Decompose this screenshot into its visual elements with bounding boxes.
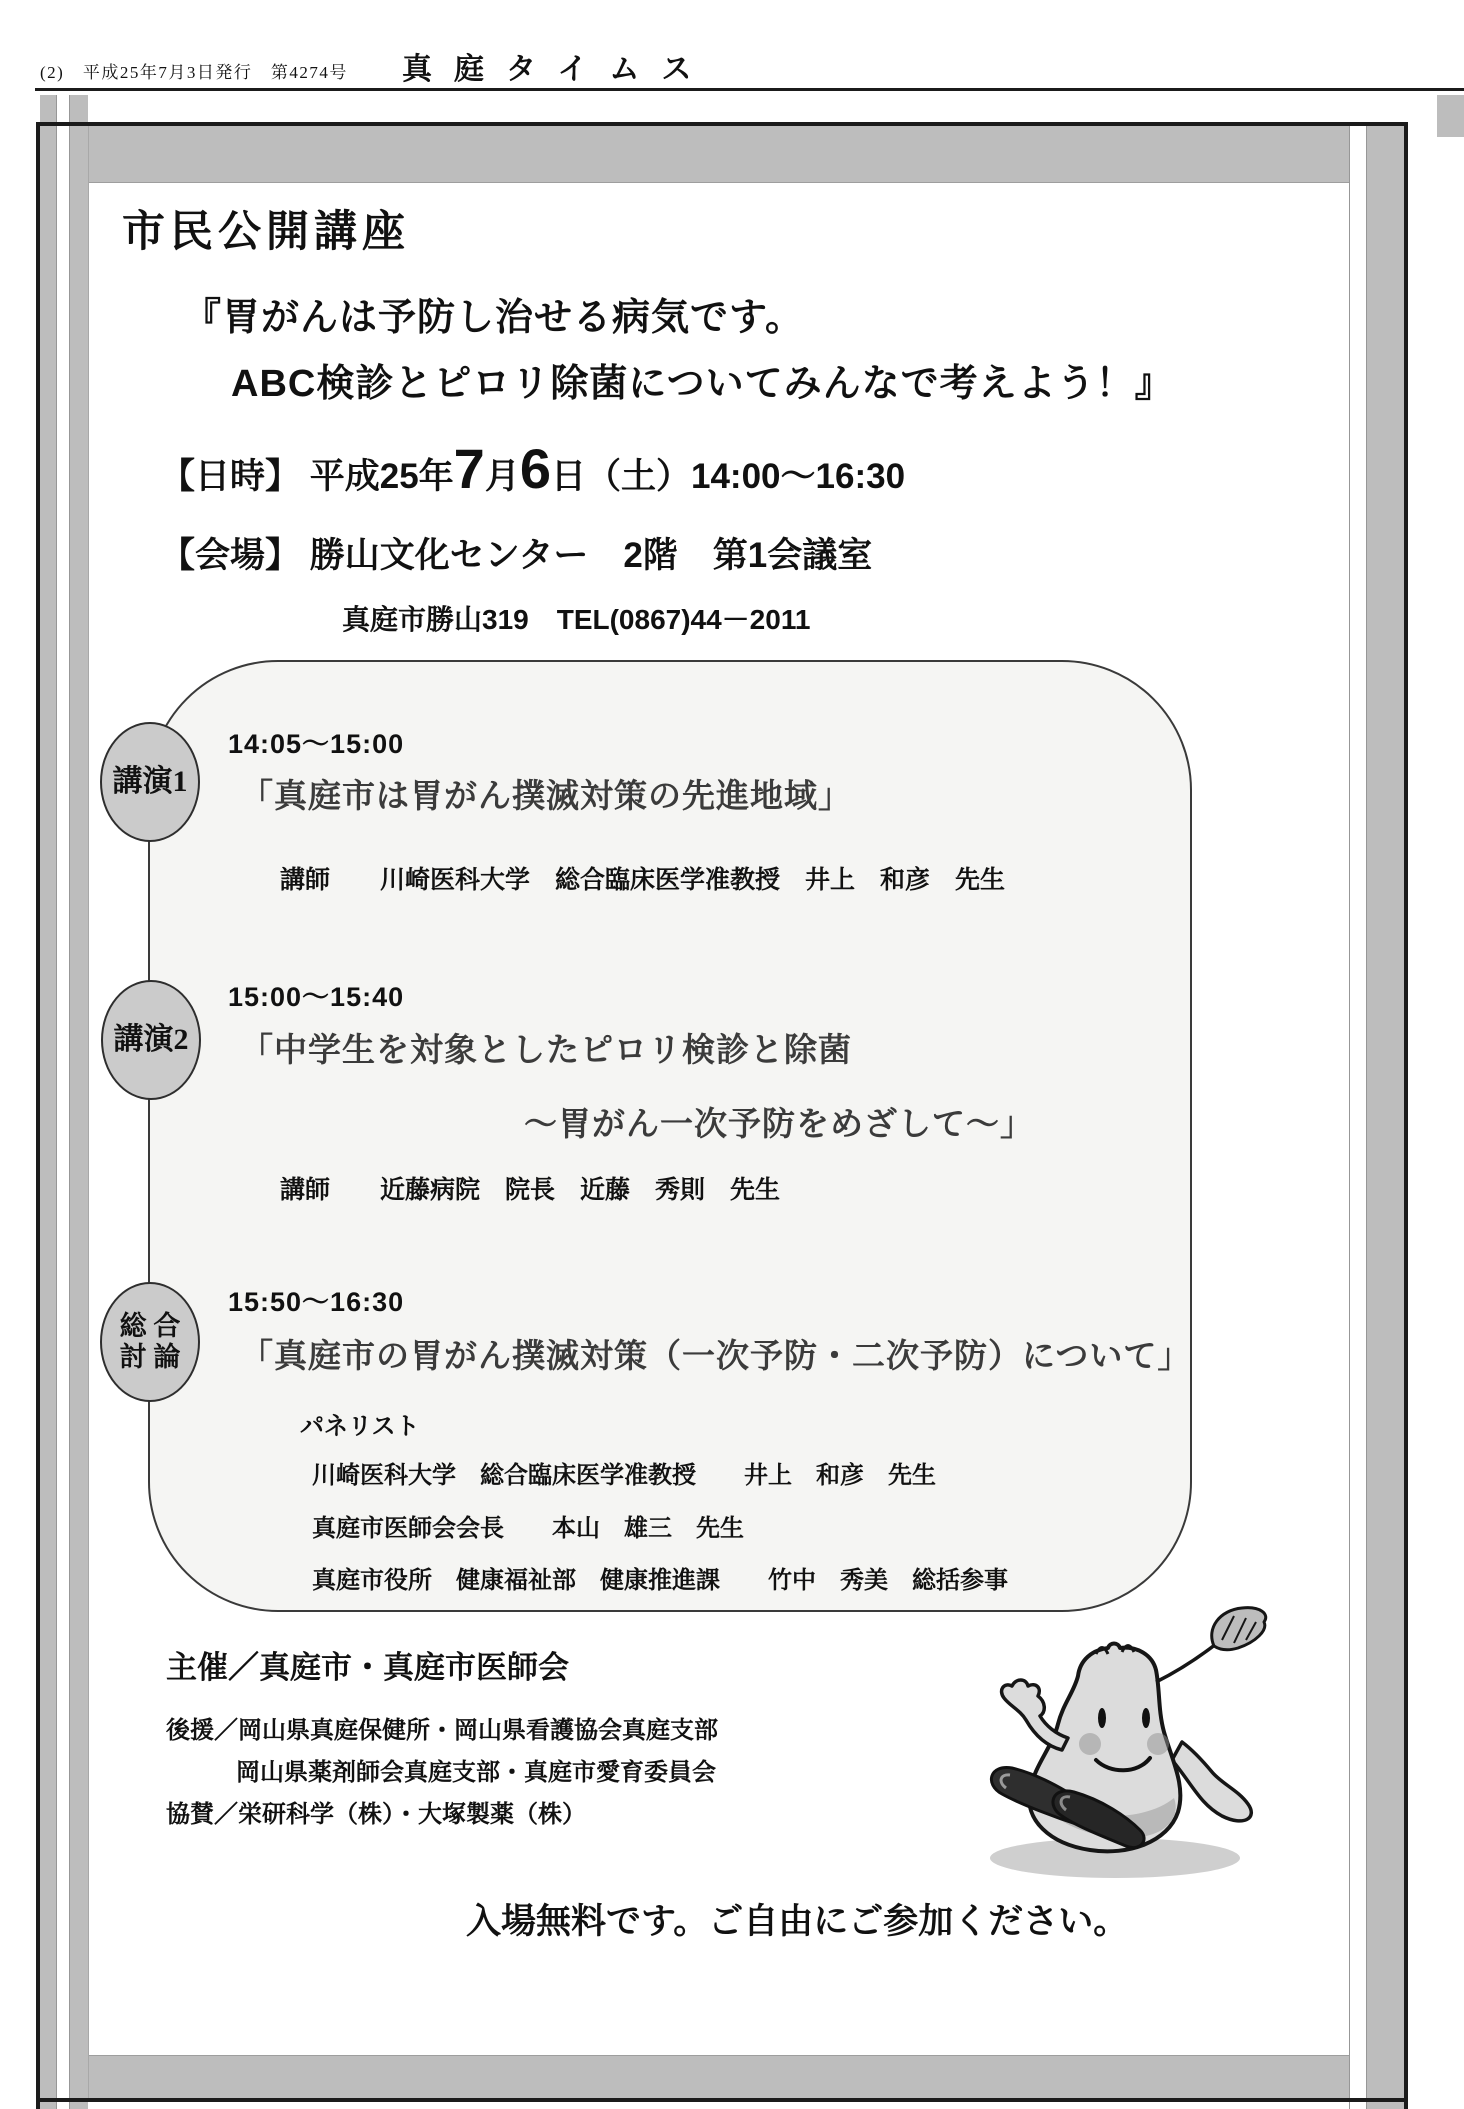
headline-line1: 『胃がんは予防し治せる病気です。 <box>183 297 804 339</box>
frame-border-bottom <box>36 2098 1408 2102</box>
support-line-1: 後援／岡山県真庭保健所・岡山県看護協会真庭支部 <box>166 1717 718 1744</box>
badge-lecture-1-label: 講演1 <box>112 764 188 798</box>
frame-edge-line <box>88 126 89 2099</box>
badge-discussion-label-1: 総 合 <box>119 1310 181 1341</box>
mascot-illustration <box>950 1598 1280 1898</box>
badge-discussion-label-2: 討 論 <box>119 1342 181 1372</box>
venue-address: 真庭市勝山319 TEL(0867)44－2011 <box>342 604 811 635</box>
frame-strip-left <box>56 95 70 2109</box>
free-entry-notice: 入場無料です。ご自由にご参加ください。 <box>466 1902 1129 1941</box>
masthead-title: 真庭タイムス <box>402 53 714 86</box>
frame-border-right <box>1404 122 1408 2109</box>
mascot-icon <box>950 1598 1280 1898</box>
organizer-line: 主催／真庭市・真庭市医師会 <box>166 1650 569 1685</box>
sponsor-line: 協賛／栄研科学（株）・大塚製薬（株） <box>166 1801 586 1828</box>
headline-line2: ABC検診とピロリ除菌についてみんなで考えよう！』 <box>231 363 1174 405</box>
badge-lecture-2-label: 講演2 <box>113 1022 189 1056</box>
venue-text: 勝山文化センター 2階 第1会議室 <box>300 536 873 575</box>
frame-corner-gray <box>1437 95 1464 137</box>
frame-border-top <box>36 122 1408 126</box>
datetime-month-unit: 月 <box>484 457 520 496</box>
venue-label: 【会場】 <box>160 536 301 575</box>
lecture-2-title-line2: 〜胃がん一次予防をめざして〜」 <box>524 1105 1034 1142</box>
datetime-day: 6 <box>519 437 551 500</box>
datetime-era: 平成25年 <box>300 457 454 496</box>
panelist-row: 川崎医科大学 総合臨床医学准教授 井上 和彦 先生 <box>312 1462 936 1489</box>
frame-bar-right <box>1366 126 1404 2109</box>
badge-discussion <box>100 1282 200 1402</box>
lecture-1-time: 14:05〜15:00 <box>228 729 405 759</box>
panelist-row: 真庭市医師会会長 本山 雄三 先生 <box>312 1515 744 1542</box>
frame-strip-right <box>1349 126 1367 2109</box>
badge-lecture-1 <box>100 722 200 842</box>
frame-band-bottom <box>40 2055 1404 2099</box>
frame-border-left <box>36 122 40 2109</box>
section-title: 市民公開講座 <box>122 209 410 256</box>
venue-line <box>160 528 872 578</box>
lecture-2-title-line1: 「中学生を対象としたピロリ検診と除菌 <box>240 1031 852 1068</box>
lecture-2-speaker: 講師 近藤病院 院長 近藤 秀則 先生 <box>280 1176 781 1204</box>
lecture-2-time: 15:00〜15:40 <box>228 982 405 1012</box>
issue-info: (2) 平成25年7月3日発行 第4274号 <box>40 63 348 82</box>
panelist-row: 真庭市役所 健康福祉部 健康推進課 竹中 秀美 総括参事 <box>312 1567 1008 1594</box>
datetime-rest: 日（土）14:00〜16:30 <box>551 457 906 496</box>
frame-band-top <box>40 126 1404 183</box>
datetime-label: 【日時】 <box>160 457 301 496</box>
panelist-heading: パネリスト <box>300 1413 420 1440</box>
lecture-1-speaker: 講師 川崎医科大学 総合臨床医学准教授 井上 和彦 先生 <box>280 866 1006 894</box>
badge-lecture-2 <box>101 980 201 1100</box>
datetime-month: 7 <box>453 437 485 500</box>
discussion-time: 15:50〜16:30 <box>228 1287 405 1317</box>
lecture-1-title: 「真庭市は胃がん撲滅対策の先進地域」 <box>240 777 852 814</box>
support-line-2: 岡山県薬剤師会真庭支部・真庭市愛育委員会 <box>236 1759 716 1786</box>
discussion-title: 「真庭市の胃がん撲滅対策（一次予防・二次予防）について」 <box>240 1337 1192 1374</box>
datetime-line <box>160 436 905 501</box>
masthead-rule <box>35 88 1464 91</box>
